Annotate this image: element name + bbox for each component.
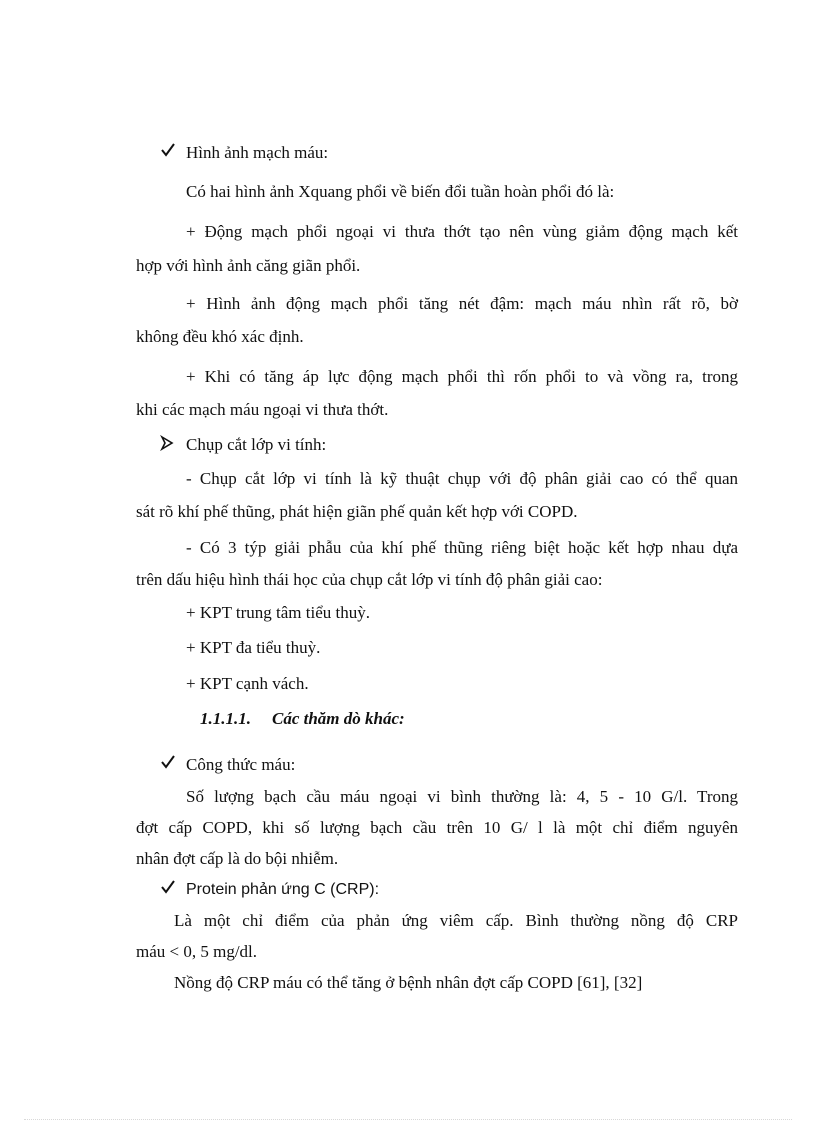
paragraph-line: nhân đợt cấp là do bội nhiễm. xyxy=(136,849,339,868)
paragraph-line: Số lượng bạch cầu máu ngoại vi bình thường là: 4, 5 - 10 G/l. Trong xyxy=(186,787,738,806)
bullet-label-vascular: Hình ảnh mạch máu: xyxy=(186,143,329,162)
paragraph-line: - Chụp cắt lớp vi tính là kỹ thuật chụp với độ phân giải cao có thể quan xyxy=(186,469,738,488)
paragraph-line: Là một chỉ điểm của phản ứng viêm cấp. Bình thường nồng độ CRP xyxy=(174,911,738,930)
list-item: + KPT trung tâm tiểu thuỳ. xyxy=(186,603,370,622)
check-icon xyxy=(160,879,176,900)
check-icon xyxy=(160,754,176,775)
paragraph-line: + Khi có tăng áp lực động mạch phổi thì rốn phổi to và vồng ra, trong xyxy=(186,367,738,386)
check-icon xyxy=(160,142,176,163)
bullet-label-crp: Protein phản ứng C (CRP): xyxy=(186,881,380,898)
paragraph-line: khi các mạch máu ngoại vi thưa thớt. xyxy=(136,400,389,419)
bullet-label-blood: Công thức máu: xyxy=(186,755,296,774)
paragraph-line: Nồng độ CRP máu có thể tăng ở bệnh nhân đợt cấp COPD [61], [32] xyxy=(174,973,643,992)
bullet-label-ct: Chụp cắt lớp vi tính: xyxy=(186,435,327,454)
paragraph-line: + Động mạch phổi ngoại vi thưa thớt tạo nên vùng giảm động mạch kết xyxy=(186,222,738,241)
paragraph-line: máu < 0, 5 mg/dl. xyxy=(136,942,258,961)
heading-title: Các thăm dò khác: xyxy=(272,709,405,728)
paragraph-line: - Có 3 týp giải phẫu của khí phế thũng riêng biệt hoặc kết hợp nhau dựa xyxy=(186,538,738,557)
paragraph-intro: Có hai hình ảnh Xquang phổi về biến đổi tuần hoàn phổi đó là: xyxy=(186,182,615,201)
paragraph-line: sát rõ khí phế thũng, phát hiện giãn phế quản kết hợp với COPD. xyxy=(136,502,578,521)
page-bottom-border xyxy=(24,1119,792,1120)
heading-number: 1.1.1.1. xyxy=(200,709,251,728)
paragraph-line: đợt cấp COPD, khi số lượng bạch cầu trên 10 G/ l là một chỉ điểm nguyên xyxy=(136,818,738,837)
paragraph-line: trên dấu hiệu hình thái học của chụp cắt lớp vi tính độ phân giải cao: xyxy=(136,570,603,589)
list-item: + KPT cạnh vách. xyxy=(186,674,309,693)
paragraph-line: + Hình ảnh động mạch phổi tăng nét đậm: mạch máu nhìn rất rõ, bờ xyxy=(186,294,738,313)
paragraph-line: hợp với hình ảnh căng giãn phổi. xyxy=(136,256,361,275)
paragraph-line: không đều khó xác định. xyxy=(136,327,304,346)
list-item: + KPT đa tiểu thuỳ. xyxy=(186,638,321,657)
arrowhead-icon xyxy=(160,435,174,456)
